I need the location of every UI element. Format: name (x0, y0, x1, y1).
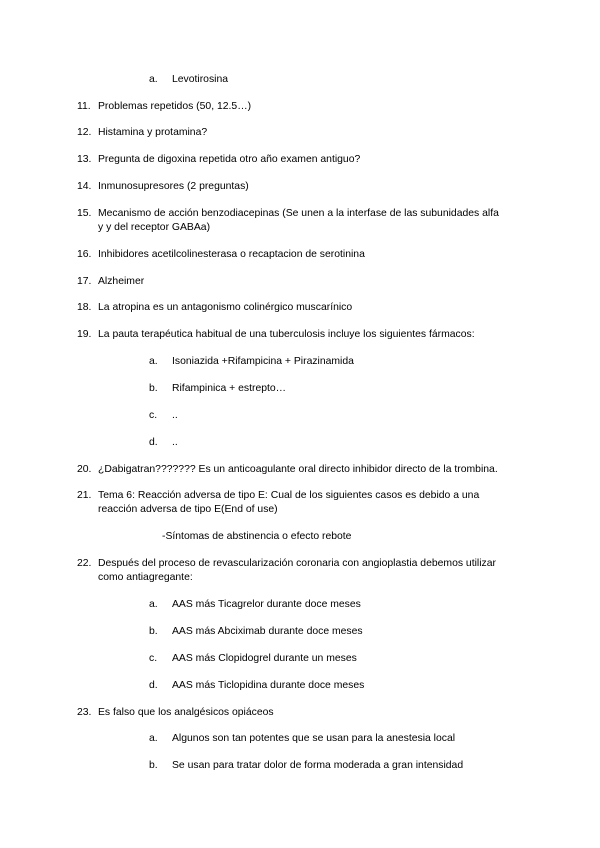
item-text: Alzheimer (98, 276, 145, 287)
item-letter: b. (149, 626, 158, 637)
item-text: Levotirosina (172, 74, 229, 85)
item-letter: c. (149, 653, 158, 664)
item-text-continuation: reacción adversa de tipo E(End of use) (98, 504, 278, 515)
item-text: AAS más Ticagrelor durante doce meses (172, 599, 361, 610)
item-number: 20. (77, 464, 92, 475)
item-text: .. (172, 437, 178, 448)
item-letter: a. (149, 74, 158, 85)
item-text: Problemas repetidos (50, 12.5…) (98, 101, 252, 112)
item-number: 15. (77, 208, 92, 219)
item-number: 14. (77, 181, 92, 192)
item-text: La atropina es un antagonismo colinérgico muscarínico (98, 302, 353, 313)
item-text: Isoniazida +Rifampicina + Pirazinamida (172, 356, 354, 367)
item-number: 12. (77, 127, 92, 138)
item-number: 17. (77, 276, 92, 287)
item-number: 21. (77, 490, 92, 501)
item-text: AAS más Ticlopidina durante doce meses (172, 680, 365, 691)
item-number: 11. (77, 101, 91, 112)
item-number: 22. (77, 558, 92, 569)
item-letter: d. (149, 437, 158, 448)
item-letter: a. (149, 599, 158, 610)
item-text: AAS más Abciximab durante doce meses (172, 626, 363, 637)
item-letter: b. (149, 760, 158, 771)
item-text: Es falso que los analgésicos opiáceos (98, 707, 274, 718)
item-letter: a. (149, 733, 158, 744)
item-text: La pauta terapéutica habitual de una tuberculosis incluye los siguientes fármacos: (98, 329, 475, 340)
item-text: Histamina y protamina? (98, 127, 208, 138)
item-text: Tema 6: Reacción adversa de tipo E: Cual de los siguientes casos es debido a una (98, 490, 480, 501)
item-text: Algunos son tan potentes que se usan para la anestesia local (172, 733, 456, 744)
item-text: Pregunta de digoxina repetida otro año examen antiguo? (98, 154, 361, 165)
item-letter: c. (149, 410, 158, 421)
item-number: 23. (77, 707, 92, 718)
item-text-continuation: y y del receptor GABAa) (98, 222, 211, 233)
item-text: Inhibidores acetilcolinesterasa o recaptacion de serotinina (98, 249, 365, 260)
item-text: Rifampinica + estrepto… (172, 383, 287, 394)
item-text-continuation: como antiagregante: (98, 572, 193, 583)
answer-text: -Síntomas de abstinencia o efecto rebote (162, 531, 352, 542)
item-text: Se usan para tratar dolor de forma moderada a gran intensidad (172, 760, 464, 771)
item-text: .. (172, 410, 178, 421)
item-number: 13. (77, 154, 92, 165)
item-text: Después del proceso de revascularización coronaria con angioplastia debemos utilizar (98, 558, 496, 569)
item-letter: a. (149, 356, 158, 367)
item-text: Inmunosupresores (2 preguntas) (98, 181, 249, 192)
item-letter: d. (149, 680, 158, 691)
item-letter: b. (149, 383, 158, 394)
item-number: 18. (77, 302, 92, 313)
item-number: 19. (77, 329, 92, 340)
item-text: ¿Dabigatran??????? Es un anticoagulante oral directo inhibidor directo de la trombina. (98, 464, 498, 475)
item-number: 16. (77, 249, 92, 260)
item-text: Mecanismo de acción benzodiacepinas (Se unen a la interfase de las subunidades alfa (98, 208, 499, 219)
item-text: AAS más Clopidogrel durante un meses (172, 653, 357, 664)
